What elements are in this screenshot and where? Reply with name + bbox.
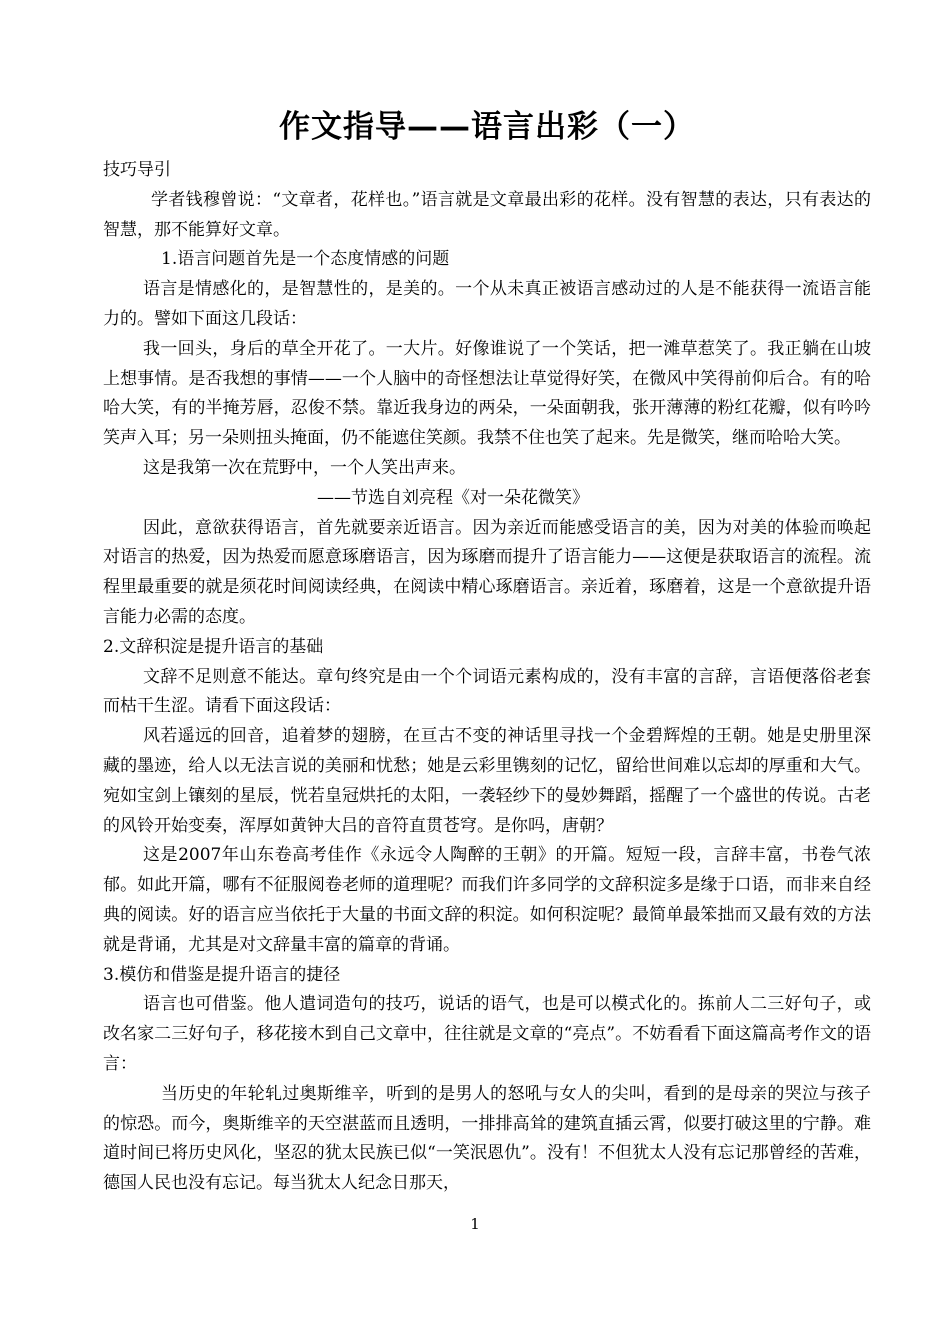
- page-number: 1: [470, 1215, 480, 1233]
- heading-point-3: 3.模仿和借鉴是提升语言的捷径: [103, 964, 341, 985]
- paragraph-5: 语言也可借鉴。他人遣词造句的技巧，说话的语气，也是可以模式化的。拣前人二三好句子，或改名家二三好句子，移花接木到自己文章中，往往就是文章的“亮点”。不妨看看下面这篇高考作文的语言：: [103, 994, 871, 1074]
- paragraph-4: 这是2007年山东卷高考佳作《永远令人陶醉的王朝》的开篇。短短一段，言辞丰富，书卷气浓郁。如此开篇，哪有不征服阅卷老师的道理呢？而我们许多同学的文辞积淀多是缘于口语，而非来自经典的阅读。好的语言应当依托于大量的书面文辞的积淀。如何积淀呢？最简单最笨拙而又最有效的方法就是背诵，尤其是对文辞量丰富的篇章的背诵。: [103, 845, 871, 955]
- quote-paragraph-2: 风若遥远的回音，追着梦的翅膀，在亘古不变的神话里寻找一个金碧辉煌的王朝。她是史册里深藏的墨迹，给人以无法言说的美丽和忧愁；她是云彩里镌刻的记忆，留给世间难以忘却的厚重和大气。宛如宝剑上镶刻的星辰，恍若皇冠烘托的太阳，一袭轻纱下的曼妙舞蹈，摇醒了一个盛世的传说。古老的风铃开始变奏，浑厚如黄钟大吕的音符直贯苍穹。是你吗，唐朝？: [103, 726, 871, 836]
- paragraph-intro: 学者钱穆曾说：“文章者，花样也。”语言就是文章最出彩的花样。没有智慧的表达，只有表达的智慧，那不能算好文章。: [103, 189, 871, 240]
- heading-point-2: 2.文辞积淀是提升语言的基础: [103, 636, 324, 657]
- document-page: [103, 104, 871, 1199]
- quote-source-1: ——节选自刘亮程《对一朵花微笑》: [317, 487, 589, 508]
- quote-paragraph-1b: 这是我第一次在荒野中，一个人笑出声来。: [143, 457, 466, 478]
- paragraph-1: 语言是情感化的，是智慧性的，是美的。一个从未真正被语言感动过的人是不能获得一流语言能力的。譬如下面这几段话：: [103, 279, 871, 329]
- paragraph-3: 文辞不足则意不能达。章句终究是由一个个词语元素构成的，没有丰富的言辞，言语便落俗老套而枯干生涩。请看下面这段话：: [103, 666, 871, 717]
- quote-paragraph-1: 我一回头，身后的草全开花了。一大片。好像谁说了一个笑话，把一滩草惹笑了。我正躺在山坡上想事情。是否我想的事情——一个人脑中的奇怪想法让草觉得好笑，在微风中笑得前仰后合。有的哈哈大笑，有的半掩芳唇，忍俊不禁。靠近我身边的两朵，一朵面朝我，张开薄薄的粉红花瓣，似有吟吟笑声入耳；另一朵则扭头掩面，仍不能遮住笑颜。我禁不住也笑了起来。先是微笑，继而哈哈大笑。: [103, 338, 871, 449]
- section-heading-intro: 技巧导引: [103, 160, 171, 180]
- heading-point-1: 1.语言问题首先是一个态度情感的问题: [161, 249, 450, 270]
- document-title: 作文指导——语言出彩（一）: [279, 109, 695, 145]
- paragraph-2: 因此，意欲获得语言，首先就要亲近语言。因为亲近而能感受语言的美，因为对美的体验而唤起对语言的热爱，因为热爱而愿意琢磨语言，因为琢磨而提升了语言能力——这便是获取语言的流程。流程里最重要的就是须花时间阅读经典，在阅读中精心琢磨语言。亲近着，琢磨着，这是一个意欲提升语言能力必需的态度。: [103, 517, 871, 627]
- quote-paragraph-3: 当历史的年轮轧过奥斯维辛，听到的是男人的怒吼与女人的尖叫，看到的是母亲的哭泣与孩子的惊恐。而今，奥斯维辛的天空湛蓝而且透明，一排排高耸的建筑直插云霄，似要打破这里的宁静。难道时间已将历史风化，坚忍的犹太民族已似“一笑泯恩仇”。没有！不但犹太人没有忘记那曾经的苦难，德国人民也没有忘记。每当犹太人纪念日那天，: [103, 1083, 871, 1194]
